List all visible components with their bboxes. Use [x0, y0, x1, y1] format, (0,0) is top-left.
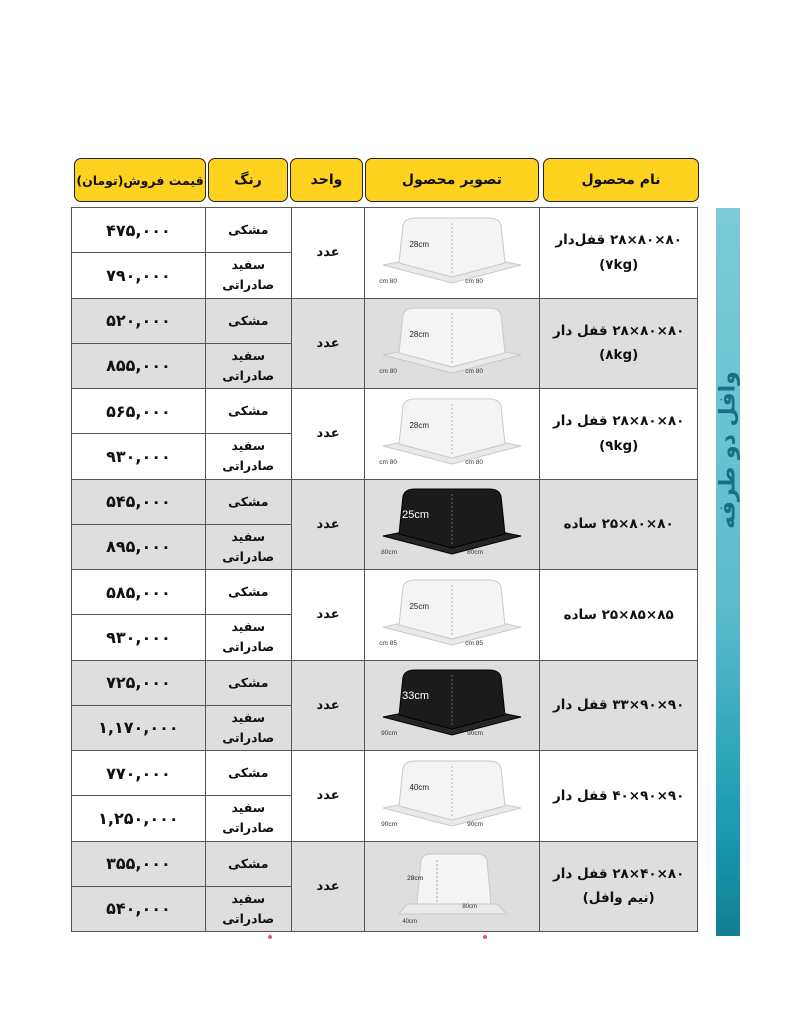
unit-cell: عدد	[291, 389, 365, 480]
width-label: 80cm	[381, 549, 398, 557]
table-row	[72, 298, 698, 343]
color-white	[205, 434, 291, 479]
depth-label: 90cm	[467, 820, 484, 828]
product-name-cell	[540, 841, 698, 932]
price-black: ۴۷۵,۰۰۰	[72, 208, 206, 253]
price-black: ۳۵۵,۰۰۰	[72, 841, 206, 886]
price-white: ۷۹۰,۰۰۰	[72, 253, 206, 298]
table-row	[72, 479, 698, 524]
color-black: مشکی	[205, 751, 291, 796]
height-label: 25cm	[409, 601, 430, 611]
price-black: ۵۸۵,۰۰۰	[72, 570, 206, 615]
product-name: ۹۰×۹۰×۴۰ قفل دار	[552, 787, 685, 804]
price-white: ۹۳۰,۰۰۰	[72, 434, 206, 479]
unit-cell: عدد	[291, 841, 365, 932]
depth-label: 80 cm	[465, 277, 484, 285]
table-row	[72, 751, 698, 796]
product-name-cell	[540, 208, 698, 299]
color-white	[205, 796, 291, 841]
product-name: ۸۰×۸۰×۲۸ قفل دار	[552, 413, 685, 430]
color-white	[205, 343, 291, 388]
color-white-line2: صادراتی	[222, 639, 275, 655]
product-image-cell	[365, 841, 540, 932]
price-black: ۵۶۵,۰۰۰	[72, 389, 206, 434]
product-name-cell	[540, 570, 698, 661]
height-label: 28cm	[409, 330, 430, 340]
header-unit: واحد	[290, 158, 363, 202]
color-white	[205, 524, 291, 569]
color-white-line1: سفید	[231, 709, 266, 725]
price-black: ۵۲۰,۰۰۰	[72, 298, 206, 343]
depth-label: 85 cm	[465, 639, 484, 647]
color-black: مشکی	[205, 389, 291, 434]
product-image-cell	[365, 208, 540, 299]
color-white	[205, 253, 291, 298]
width-label: 85 cm	[379, 639, 398, 647]
product-image-cell	[365, 570, 540, 661]
height-label: 28cm	[409, 239, 430, 249]
height-label: 33cm	[402, 690, 430, 703]
product-image	[377, 394, 527, 474]
width-label: 40cm	[402, 919, 418, 926]
decorative-dot	[483, 935, 487, 939]
unit-cell: عدد	[291, 479, 365, 570]
price-white: ۹۳۰,۰۰۰	[72, 615, 206, 660]
color-white-line2: صادراتی	[222, 910, 275, 926]
price-white: ۱,۲۵۰,۰۰۰	[72, 796, 206, 841]
table-row	[72, 660, 698, 705]
width-label: 90cm	[381, 820, 398, 828]
height-label: 28cm	[407, 875, 424, 883]
price-white: ۸۵۵,۰۰۰	[72, 343, 206, 388]
product-image	[377, 213, 527, 293]
width-label: 80 cm	[379, 458, 398, 466]
product-image	[377, 575, 527, 655]
unit-cell: عدد	[291, 208, 365, 299]
color-white-line2: صادراتی	[222, 367, 275, 383]
depth-label: 80cm	[462, 904, 478, 911]
product-image	[377, 665, 527, 745]
depth-label: 90cm	[467, 730, 484, 738]
product-image	[377, 756, 527, 836]
color-white-line2: صادراتی	[222, 277, 275, 293]
product-image-cell	[365, 298, 540, 389]
color-white-line1: سفید	[231, 800, 266, 816]
side-title: وافل دو طرفه	[715, 371, 741, 529]
table-row	[72, 570, 698, 615]
depth-label: 80cm	[467, 549, 484, 557]
color-white-line2: صادراتی	[222, 458, 275, 474]
product-image-cell	[365, 389, 540, 480]
price-white: ۸۹۵,۰۰۰	[72, 524, 206, 569]
table-row	[72, 208, 698, 253]
product-weight: (۸kg)	[599, 347, 639, 364]
unit-cell: عدد	[291, 570, 365, 661]
product-name-cell	[540, 479, 698, 570]
price-table	[71, 207, 698, 932]
price-black: ۷۲۵,۰۰۰	[72, 660, 206, 705]
width-label: 90cm	[381, 730, 398, 738]
height-label: 28cm	[409, 420, 430, 430]
unit-cell: عدد	[291, 660, 365, 751]
unit-cell: عدد	[291, 298, 365, 389]
product-image	[377, 484, 527, 564]
color-white-line2: صادراتی	[222, 729, 275, 745]
unit-cell: عدد	[291, 751, 365, 842]
decorative-dot	[268, 935, 272, 939]
product-weight: (۷kg)	[599, 256, 639, 273]
color-white	[205, 705, 291, 750]
product-image-cell	[365, 479, 540, 570]
color-white-line2: صادراتی	[222, 548, 275, 564]
header-product-name: نام محصول	[543, 158, 699, 202]
price-black: ۵۴۵,۰۰۰	[72, 479, 206, 524]
width-label: 80 cm	[379, 277, 398, 285]
header-price: قیمت فروش(تومان)	[74, 158, 206, 202]
color-black: مشکی	[205, 208, 291, 253]
price-white: ۵۴۰,۰۰۰	[72, 886, 206, 931]
price-black: ۷۷۰,۰۰۰	[72, 751, 206, 796]
color-white	[205, 886, 291, 931]
color-black: مشکی	[205, 570, 291, 615]
color-black: مشکی	[205, 298, 291, 343]
color-white-line1: سفید	[231, 347, 266, 363]
product-weight: (۹kg)	[599, 437, 639, 454]
product-name-cell	[540, 389, 698, 480]
width-label: 80 cm	[379, 368, 398, 376]
product-image	[377, 303, 527, 383]
price-white: ۱,۱۷۰,۰۰۰	[72, 705, 206, 750]
color-white-line1: سفید	[231, 890, 266, 906]
color-white-line1: سفید	[231, 257, 266, 273]
height-label: 40cm	[409, 782, 430, 792]
height-label: 25cm	[402, 509, 430, 522]
depth-label: 80 cm	[465, 458, 484, 466]
color-white-line1: سفید	[231, 619, 266, 635]
header-product-image: تصویر محصول	[365, 158, 539, 202]
product-name: ۸۵×۸۵×۲۵ ساده	[563, 606, 674, 623]
product-name-cell	[540, 298, 698, 389]
product-image-cell	[365, 660, 540, 751]
color-white	[205, 615, 291, 660]
table-row	[72, 841, 698, 886]
color-white-line1: سفید	[231, 528, 266, 544]
product-name: ۸۰×۴۰×۲۸ قفل دار	[552, 865, 685, 882]
product-name: ۸۰×۸۰×۲۵ ساده	[563, 516, 674, 533]
depth-label: 80 cm	[465, 368, 484, 376]
color-white-line1: سفید	[231, 438, 266, 454]
product-name: ۸۰×۸۰×۲۸ قفل‌دار	[555, 232, 683, 249]
color-black: مشکی	[205, 479, 291, 524]
product-name-cell	[540, 660, 698, 751]
color-white-line2: صادراتی	[222, 820, 275, 836]
product-image	[387, 846, 517, 926]
table-row	[72, 389, 698, 434]
color-black: مشکی	[205, 660, 291, 705]
product-name: ۹۰×۹۰×۳۳ قفل دار	[552, 697, 685, 714]
color-black: مشکی	[205, 841, 291, 886]
product-weight: (نیم وافل)	[582, 890, 655, 907]
product-image-cell	[365, 751, 540, 842]
product-name: ۸۰×۸۰×۲۸ قفل دار	[552, 322, 685, 339]
header-color: رنگ	[208, 158, 288, 202]
product-name-cell	[540, 751, 698, 842]
side-bar	[716, 208, 740, 936]
